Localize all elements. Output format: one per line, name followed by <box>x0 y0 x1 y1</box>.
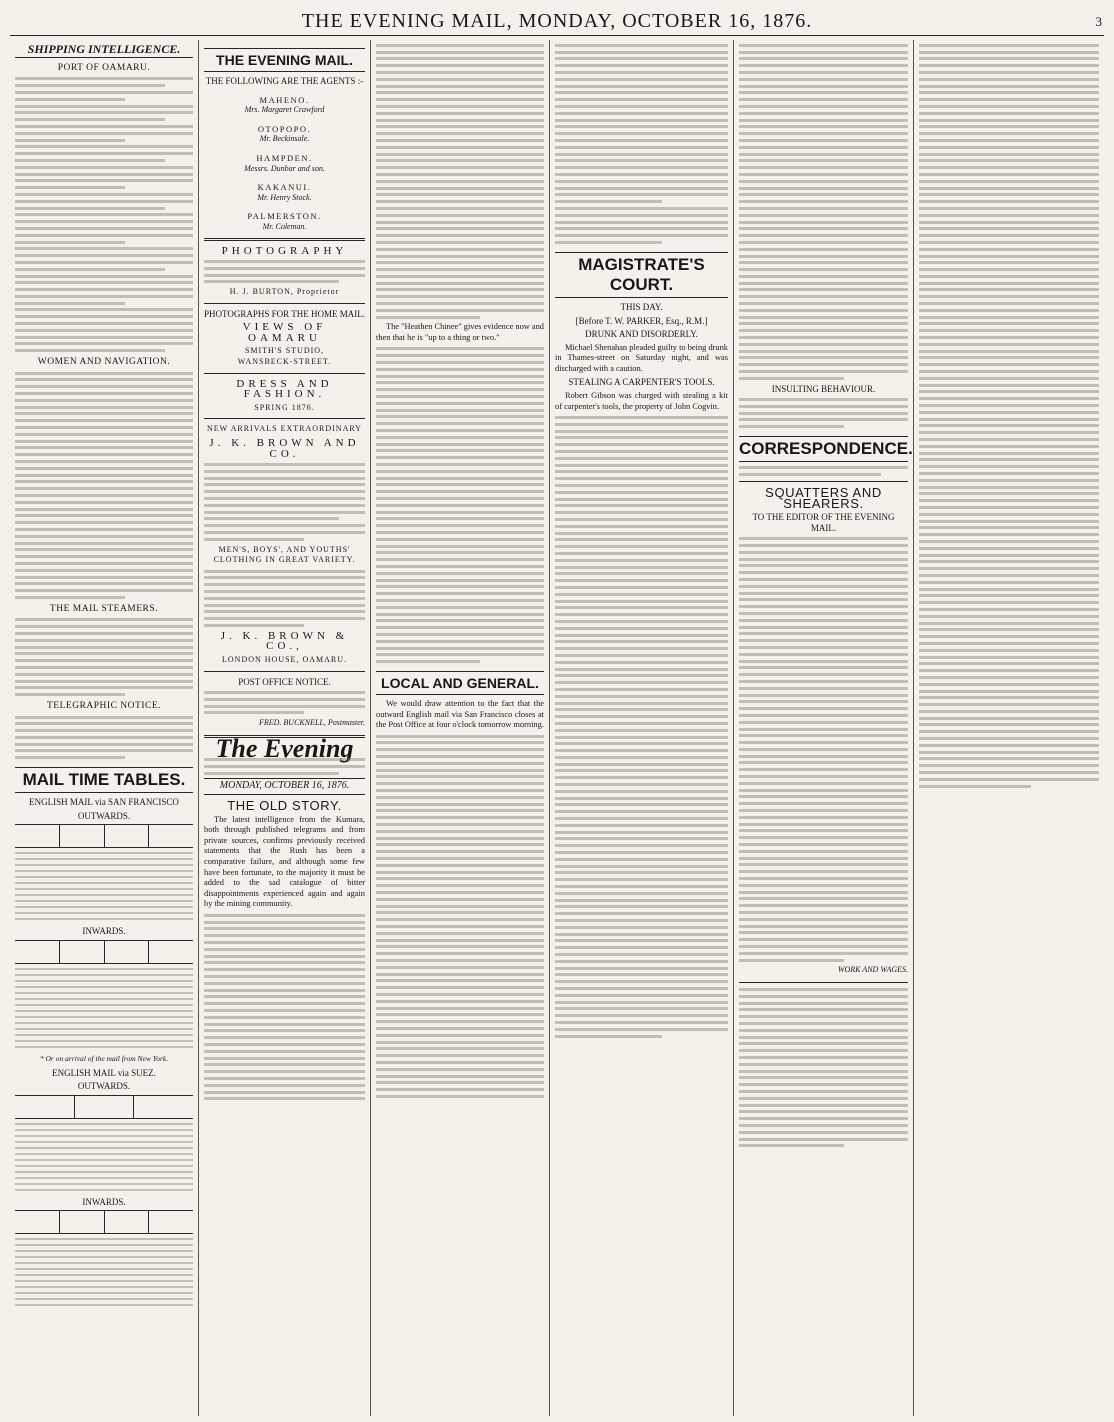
agent-place: OTOPOPO. <box>257 123 312 134</box>
shipping-heading: SHIPPING INTELLIGENCE. <box>15 42 193 58</box>
divider <box>204 418 365 419</box>
column-5 <box>734 40 914 1416</box>
mail-table-sf-inwards <box>15 940 193 1048</box>
postmaster: FRED. BUCKNELL, Postmaster. <box>258 718 365 728</box>
text-block <box>739 537 908 961</box>
insulting-heading: INSULTING BEHAVIOUR. <box>771 383 876 394</box>
mail-steamers-heading: THE MAIL STEAMERS. <box>49 603 159 614</box>
brown-co-title: J. K. BROWN AND CO. <box>209 437 360 460</box>
women-navigation-heading: WOMEN AND NAVIGATION. <box>37 357 171 368</box>
port-heading: PORT OF OAMARU. <box>57 63 151 73</box>
text-block <box>204 914 365 1101</box>
photos-home-mail: PHOTOGRAPHS FOR THE HOME MAIL. <box>204 308 365 319</box>
new-arrivals: NEW ARRIVALS EXTRAORDINARY <box>206 424 363 434</box>
divider <box>739 481 908 482</box>
mail-time-tables-heading: MAIL TIME TABLES. <box>15 767 193 793</box>
stealing-para: Robert Gibson was charged with stealing a kit of carpenter's tools, the property of John Cogvin. <box>555 391 728 411</box>
divider <box>204 303 365 304</box>
text-block <box>15 618 193 696</box>
this-day: THIS DAY. <box>620 301 663 312</box>
correspondence-signoff: WORK AND WAGES. <box>837 965 908 975</box>
text-block <box>739 466 908 476</box>
old-story-lead: The latest intelligence from the Kumara, both through published telegrams and from private sources, confirms previously received statements that the Rush has been a comparative failure, and although some few have been fortunate, to the majority it must be added to the sad catalogue of bitter disappointments experienced again and again by the mining community. <box>204 814 365 909</box>
column-1 <box>10 40 199 1416</box>
text-block <box>204 570 365 627</box>
spring-1876: SPRING 1876. <box>254 402 315 412</box>
motto-block <box>204 758 365 775</box>
dateline: MONDAY, OCTOBER 16, 1876. <box>204 778 365 795</box>
drunk-para: Michael Shenahan pleaded guilty to being drunk in Thames-street on Saturday night, and was discharged with a caution. <box>555 342 728 373</box>
photography-ad-title: PHOTOGRAPHY <box>221 244 348 257</box>
magistrates-court-heading: MAGISTRATE'S COURT. <box>555 252 728 298</box>
agent-name: Mr. Henry Stock. <box>257 192 312 202</box>
mail-table-sf-outwards <box>15 824 193 920</box>
text-block <box>919 44 1099 788</box>
text-block <box>739 398 908 428</box>
london-house: LONDON HOUSE, OAMARU. <box>222 654 347 664</box>
stealing-heading: STEALING A CARPENTER'S TOOLS. <box>568 377 715 388</box>
text-block <box>15 77 193 352</box>
inwards-heading: INWARDS. <box>82 1196 126 1207</box>
text-block <box>739 44 908 380</box>
divider <box>204 238 365 241</box>
english-mail-sf-heading: ENGLISH MAIL via SAN FRANCISCO <box>29 797 179 808</box>
views-ad-title: VIEWS OF OAMARU <box>242 321 327 344</box>
wansbeck-street: WANSBECK-STREET. <box>237 357 332 367</box>
before-magistrate: [Before T. W. PARKER, Esq., R.M.] <box>575 315 708 326</box>
columns <box>10 40 1104 1416</box>
local-general-heading: LOCAL AND GENERAL. <box>376 671 544 695</box>
agent-name: Mr. Coleman. <box>262 221 307 231</box>
paper-heading: THE EVENING MAIL. <box>204 48 365 72</box>
divider <box>739 982 908 983</box>
post-office-heading: POST OFFICE NOTICE. <box>238 676 331 687</box>
text-block <box>555 416 728 1038</box>
agent-place: HAMPDEN. <box>256 152 313 163</box>
agents-intro: THE FOLLOWING ARE THE AGENTS :- <box>205 76 364 86</box>
clothing-line: MEN'S, BOYS', AND YOUTHS' CLOTHING IN GREAT VARIETY. <box>213 544 356 565</box>
agent-name: Mr. Beckinsale. <box>259 134 310 144</box>
inwards-heading: INWARDS. <box>82 926 126 937</box>
text-block <box>204 260 365 283</box>
text-block <box>739 988 908 1147</box>
to-editor: TO THE EDITOR OF THE EVENING MAIL. <box>752 512 895 533</box>
local-general-lead: We would draw attention to the fact that the outward English mail via San Francisco closes at the Post Office at four o'clock tomorrow morning. <box>376 699 544 730</box>
agent-name: Messrs. Dunbar and son. <box>244 163 325 173</box>
column-6 <box>914 40 1104 1416</box>
divider <box>204 671 365 672</box>
text-block <box>555 44 728 244</box>
outwards-heading: OUTWARDS. <box>77 810 131 821</box>
column-4 <box>550 40 734 1416</box>
divider <box>204 373 365 374</box>
correspondence-heading: CORRESPONDENCE. <box>739 436 908 462</box>
smiths-studio: SMITH'S STUDIO, <box>244 346 325 356</box>
agent-name: Mrs. Margaret Crawford <box>244 105 325 115</box>
column-3 <box>371 40 550 1416</box>
brown-footer: J. K. BROWN & CO., <box>220 629 349 653</box>
column-2 <box>199 40 371 1416</box>
text-block <box>204 691 365 714</box>
outwards-heading: OUTWARDS. <box>77 1081 131 1092</box>
telegraphic-notice-heading: TELEGRAPHIC NOTICE. <box>47 701 161 712</box>
mail-table-suez-outwards <box>15 1095 193 1191</box>
text-block <box>376 735 544 1098</box>
photography-proprietor: H. J. BURTON, Proprietor <box>229 287 340 297</box>
text-block <box>376 347 544 663</box>
text-block <box>15 372 193 599</box>
page-number: 3 <box>1095 14 1102 29</box>
dress-fashion-heading: DRESS AND FASHION. <box>236 377 333 401</box>
evening-banner: The Evening <box>215 733 354 763</box>
text-block <box>376 44 544 319</box>
drunk-heading: DRUNK AND DISORDERLY. <box>585 329 698 340</box>
agent-place: PALMERSTON. <box>247 211 322 222</box>
masthead-title: THE EVENING MAIL, MONDAY, OCTOBER 16, 1876. <box>301 10 813 32</box>
agent-place: KAKANUI. <box>257 182 312 193</box>
heathen-chinee-lead: The "Heathen Chinee" gives evidence now and then that he is "up to a thing or two." <box>376 322 544 343</box>
english-mail-suez-heading: ENGLISH MAIL via SUEZ. <box>52 1067 156 1078</box>
mail-table-suez-inwards <box>15 1210 193 1306</box>
squatters-heading: SQUATTERS AND SHEARERS. <box>765 485 882 511</box>
mail-table-footnote: * Or on arrival of the mail from New York. <box>39 1054 169 1064</box>
old-story-heading: THE OLD STORY. <box>227 798 342 814</box>
masthead <box>10 8 1104 36</box>
text-block <box>15 716 193 760</box>
agent-place: MAHENO. <box>259 94 310 105</box>
text-block <box>204 463 365 541</box>
